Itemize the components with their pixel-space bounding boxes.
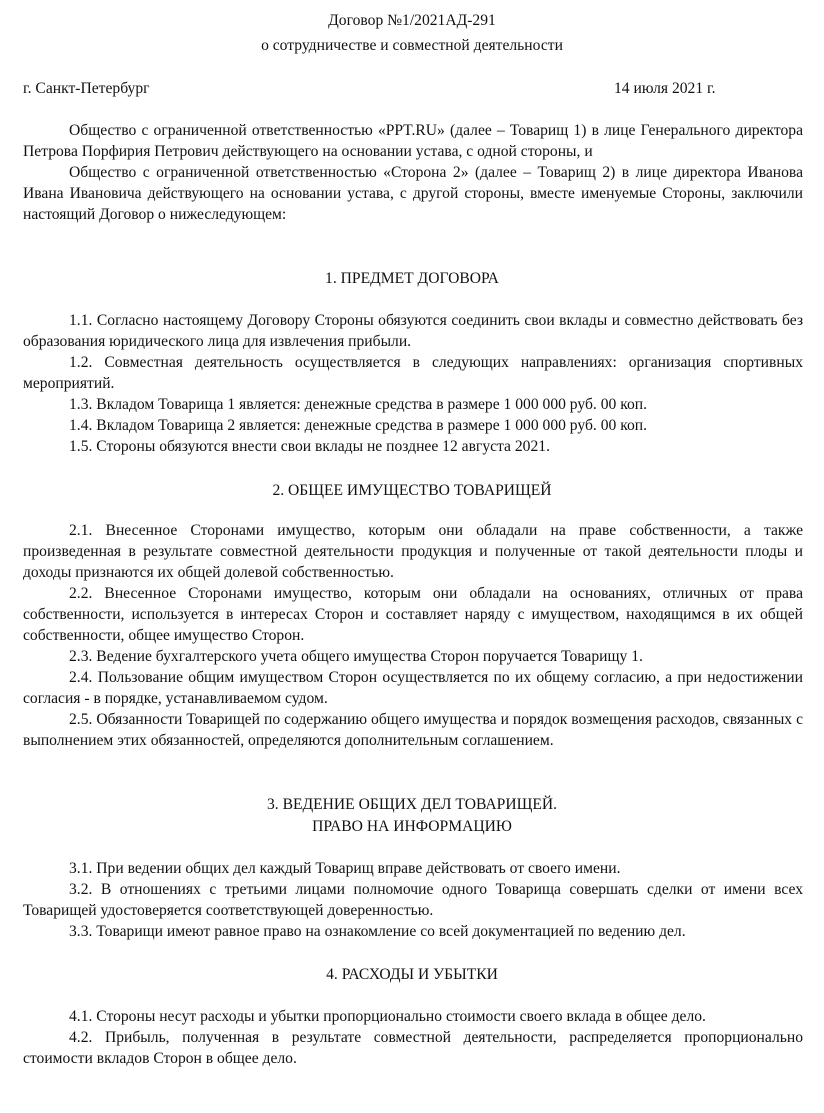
clause: 3.1. При ведении общих дел каждый Товарищ вправе действовать от своего имени. xyxy=(69,860,621,877)
section-2 xyxy=(23,520,803,751)
intro-paragraph: Общество с ограниченной ответственностью «Сторона 2» (далее – Товарищ 2) в лице директора Иванова Ивана Ивановича действующего на основании устава, с другой стороны, вместе именуемые Стороны, заключили настоящий Договор о нижеследующем: xyxy=(23,164,803,223)
section-3-subheading: ПРАВО НА ИНФОРМАЦИЮ xyxy=(312,818,512,835)
clause: 2.5. Обязанности Товарищей по содержанию общего имущества и порядок возмещения расходов, связанных с выполнением этих обязанностей, определяются дополнительным соглашением. xyxy=(23,711,803,749)
clause: 2.1. Внесенное Сторонами имущество, которым они обладали на праве собственности, а также произведенная в результате совместной деятельности продукция и полученные от такой деятельности плоды и доходы признаются их общей долевой собственностью. xyxy=(23,522,803,581)
clause: 4.1. Стороны несут расходы и убытки пропорционально стоимости своего вклада в общее дело. xyxy=(69,1008,706,1025)
clause: 2.3. Ведение бухгалтерского учета общего имущества Сторон поручается Товарищу 1. xyxy=(69,648,643,665)
clause: 3.2. В отношениях с третьими лицами полномочие одного Товарища совершать сделки от имени всех Товарищей удостоверяется соответствующей доверенностью. xyxy=(23,881,803,919)
clause: 2.2. Внесенное Сторонами имущество, которым они обладали на основаниях, отличных от права собственности, используется в интересах Сторон и составляет наряду с имуществом, находящимся в их общей собственности, общее имущество Сторон. xyxy=(23,585,803,644)
clause: 1.5. Стороны обязуются внести свои вклады не позднее 12 августа 2021. xyxy=(69,438,550,455)
document-subtitle: о сотрудничестве и совместной деятельности xyxy=(261,37,563,54)
intro-section xyxy=(23,120,803,225)
clause: 3.3. Товарищи имеют равное право на ознакомление со всей документацией по ведению дел. xyxy=(69,923,686,940)
section-4 xyxy=(23,1006,803,1069)
section-1-heading: 1. ПРЕДМЕТ ДОГОВОРА xyxy=(325,270,499,287)
section-3 xyxy=(23,858,803,942)
clause: 1.2. Совместная деятельность осуществляется в следующих направлениях: организация спортивных мероприятий. xyxy=(23,354,803,392)
clause: 2.4. Пользование общим имуществом Сторон осуществляется по их общему согласию, а при недостижении согласия - в порядке, устанавливаемом судом. xyxy=(23,669,803,707)
document-title: Договор №1/2021АД-291 xyxy=(328,12,496,29)
intro-paragraph: Общество с ограниченной ответственностью «PPT.RU» (далее – Товарищ 1) в лице Генерального директора Петрова Порфирия Петрович действующего на основании устава, с одной стороны, и xyxy=(23,122,803,160)
contract-city: г. Санкт-Петербург xyxy=(23,80,150,97)
section-3-heading: 3. ВЕДЕНИЕ ОБЩИХ ДЕЛ ТОВАРИЩЕЙ. xyxy=(266,796,558,813)
contract-date: 14 июля 2021 г. xyxy=(614,80,716,97)
section-1 xyxy=(23,310,803,457)
section-2-heading: 2. ОБЩЕЕ ИМУЩЕСТВО ТОВАРИЩЕЙ xyxy=(272,482,552,499)
clause: 1.1. Согласно настоящему Договору Стороны обязуются соединить свои вклады и совместно действовать без образования юридического лица для извлечения прибыли. xyxy=(23,312,803,350)
clause: 1.4. Вкладом Товарища 2 является: денежные средства в размере 1 000 000 руб. 00 коп. xyxy=(69,417,648,434)
section-4-heading: 4. РАСХОДЫ И УБЫТКИ xyxy=(326,966,498,983)
clause: 4.2. Прибыль, полученная в результате совместной деятельности, распределяется пропорционально стоимости вкладов Сторон в общее дело. xyxy=(23,1029,803,1067)
clause: 1.3. Вкладом Товарища 1 является: денежные средства в размере 1 000 000 руб. 00 коп. xyxy=(69,396,648,413)
